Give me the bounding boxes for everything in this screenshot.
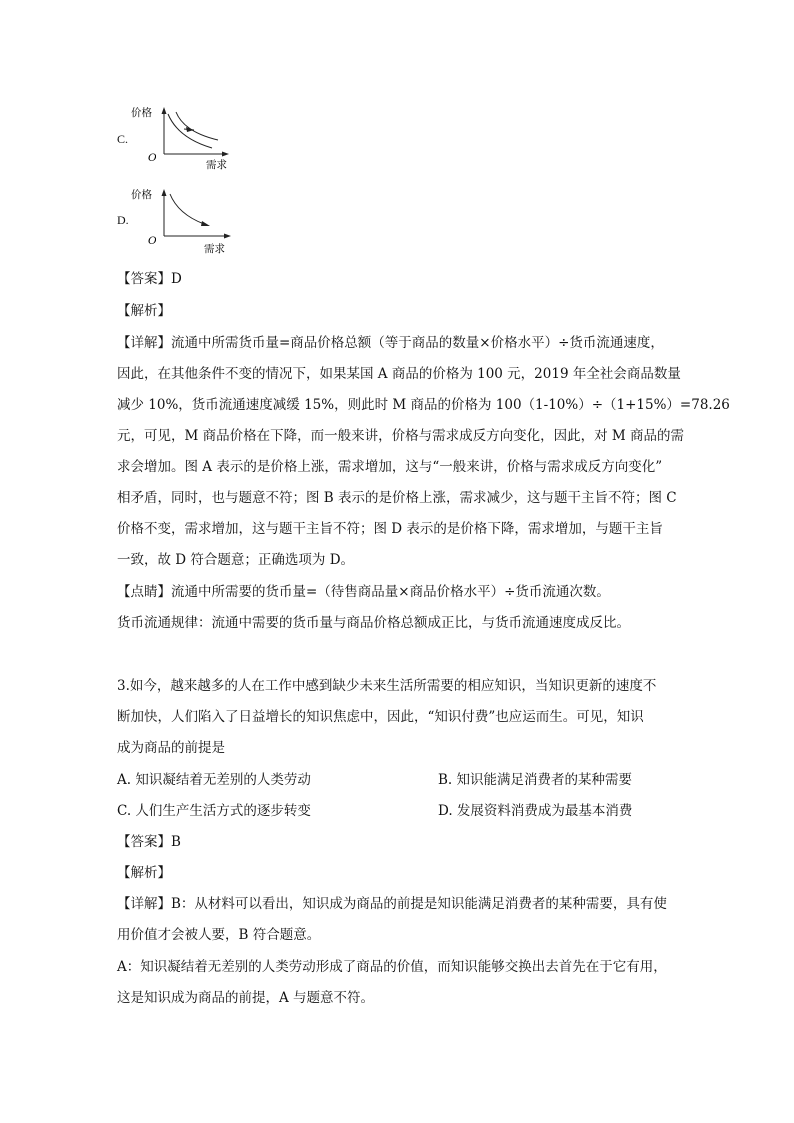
- option-d-xlabel: 需求: [204, 243, 225, 254]
- option-c-origin: O: [148, 152, 157, 164]
- q3-option-c[interactable]: C. 人们生产生活方式的逐步转变: [117, 803, 311, 819]
- q3-detail-line: 【详解】B：从材料可以看出，知识成为商品的前提是知识能满足消费者的某种需要，具有使: [117, 896, 667, 912]
- q2-detail-line: 元，可见，M 商品价格在下降，而一般来讲，价格与需求成反方向变化，因此，对 M 商品的需: [117, 428, 685, 444]
- q3-detail-line: 这是知识成为商品的前提，A 与题意不符。: [117, 990, 375, 1006]
- option-d-ylabel: 价格: [131, 189, 152, 201]
- q3-option-a[interactable]: A. 知识凝结着无差别的人类劳动: [117, 772, 311, 788]
- option-c-graph: [128, 104, 238, 170]
- option-c-curve-2: [176, 112, 218, 140]
- option-d-curve: [170, 194, 204, 224]
- q2-detail-line: 【详解】流通中所需货币量=商品价格总额（等于商品的数量×价格水平）÷货币流通速度，: [117, 335, 664, 351]
- option-c-y-arrow: [162, 107, 167, 114]
- q3-stem-line: 成为商品的前提是: [117, 740, 225, 756]
- option-d-graph: [128, 186, 238, 254]
- q3-option-b[interactable]: B. 知识能满足消费者的某种需要: [438, 772, 633, 788]
- q3-stem-line: 3.如今，越来越多的人在工作中感到缺少未来生活所需要的相应知识，当知识更新的速度不: [117, 678, 657, 694]
- option-d-origin: O: [148, 235, 157, 247]
- q2-answer: 【答案】D: [117, 271, 182, 287]
- q3-option-d[interactable]: D. 发展资料消费成为最基本消费: [438, 803, 633, 819]
- q3-analysis-label: 【解析】: [117, 865, 171, 881]
- q2-note: 【点睛】流通中所需要的货币量=（待售商品量×商品价格水平）÷货币流通次数。: [117, 584, 610, 600]
- option-c-x-arrow: [222, 152, 229, 157]
- q3-answer: 【答案】B: [117, 834, 181, 850]
- q2-detail-line: 价格不变，需求增加，这与题干主旨不符；图 D 表示的是价格下降，需求增加，与题干主旨: [117, 521, 663, 537]
- option-c-letter: C.: [117, 132, 129, 146]
- option-d-curve-arrow: [201, 221, 210, 226]
- q3-detail-line: 用价值才会被人要，B 符合题意。: [117, 927, 321, 943]
- option-d-y-arrow: [162, 189, 167, 196]
- q2-detail-line: 因此，在其他条件不变的情况下，如果某国 A 商品的价格为 100 元，2019 年全社会商品数量: [117, 366, 681, 382]
- q2-detail-line: 一致，故 D 符合题意；正确选项为 D。: [117, 552, 355, 568]
- option-c-ylabel: 价格: [131, 107, 152, 119]
- option-c-shift-line: [184, 129, 194, 130]
- option-c-xlabel: 需求: [206, 159, 227, 170]
- q3-detail-line: A：知识凝结着无差别的人类劳动形成了商品的价值，而知识能够交换出去首先在于它有用，: [117, 959, 667, 975]
- q2-detail-line: 求会增加。图 A 表示的是价格上涨，需求增加，这与“一般来讲，价格与需求成反方向变化”: [117, 459, 663, 475]
- q3-stem-line: 断加快，人们陷入了日益增长的知识焦虑中，因此，“知识付费”也应运而生。可见，知识: [117, 709, 644, 725]
- q2-rule: 货币流通规律：流通中需要的货币量与商品价格总额成正比，与货币流通速度成反比。: [117, 615, 630, 631]
- option-d-letter: D.: [117, 213, 129, 227]
- q2-detail-line: 减少 10%，货币流通速度减缓 15%，则此时 M 商品的价格为 100（1-10%）÷（1+15%）=78.26: [117, 397, 730, 413]
- q2-detail-line: 相矛盾，同时，也与题意不符；图 B 表示的是价格上涨，需求减少，这与题干主旨不符；图 C: [117, 490, 677, 506]
- q2-analysis-label: 【解析】: [117, 303, 171, 319]
- option-d-x-arrow: [224, 234, 231, 239]
